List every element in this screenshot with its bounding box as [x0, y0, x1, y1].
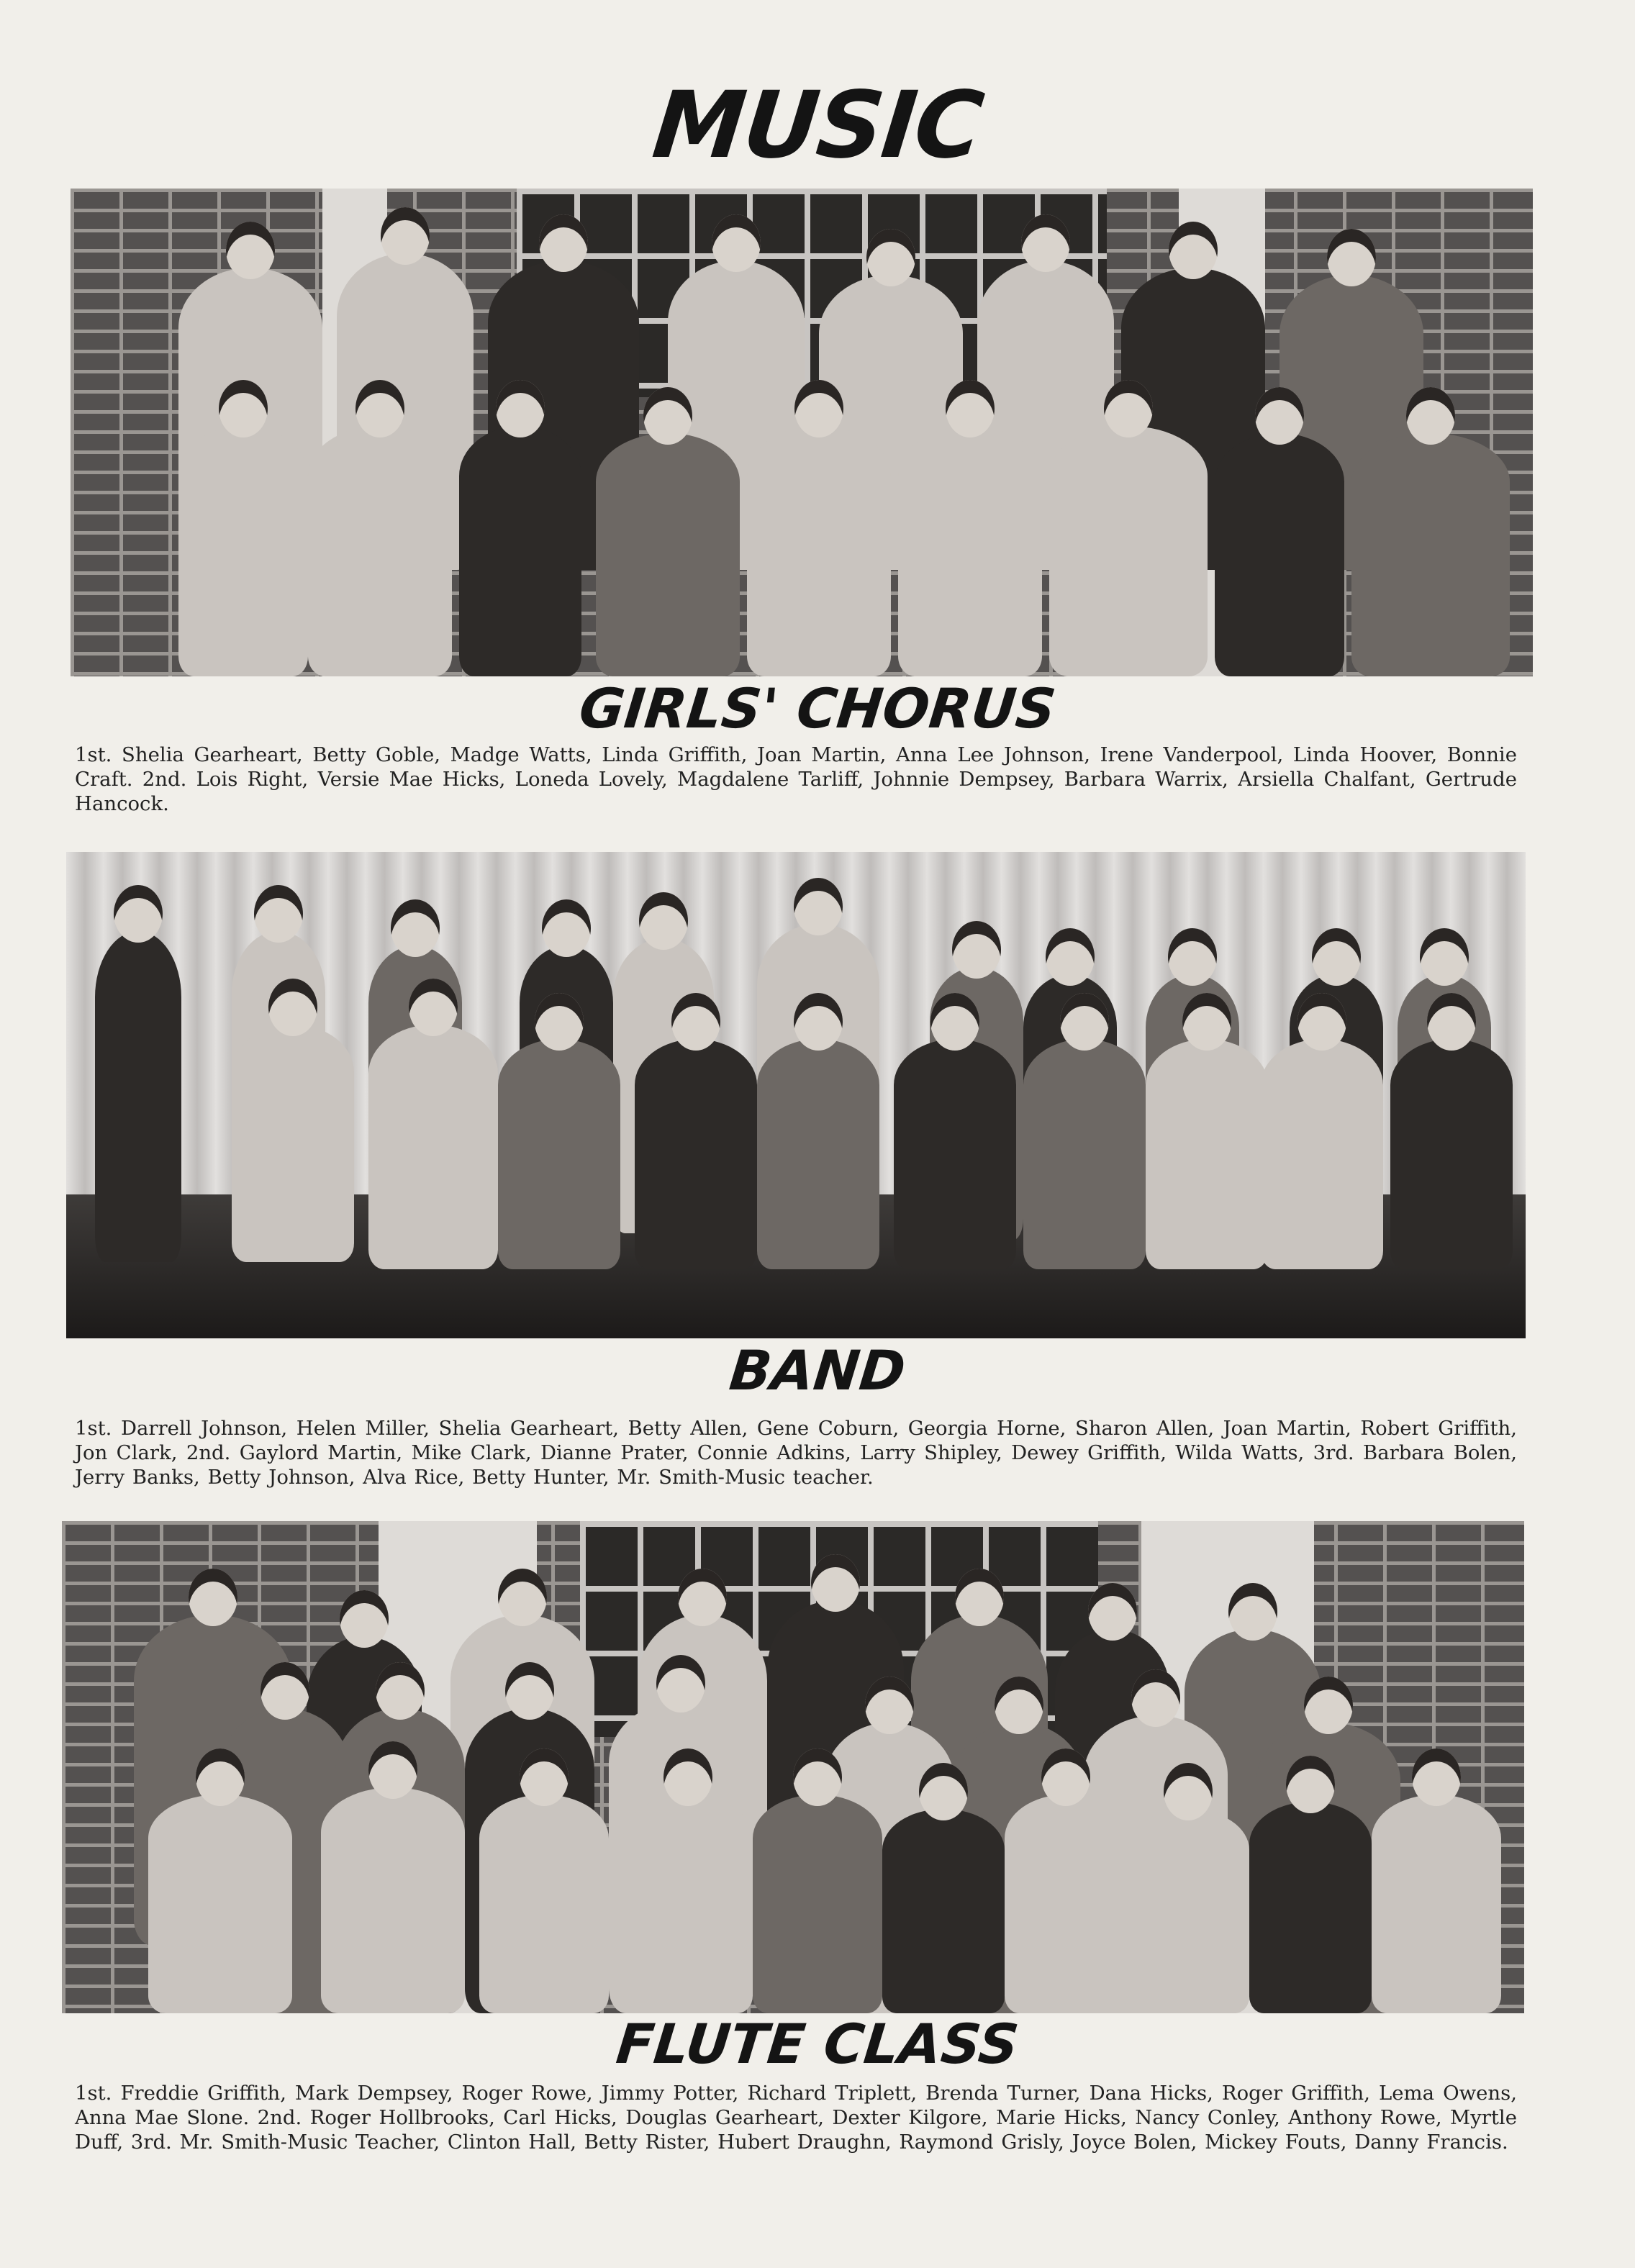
- section-heading: GIRLS' CHORUS: [576, 676, 1059, 740]
- section-caption: 1st. Freddie Griffith, Mark Dempsey, Roger Rowe, Jimmy Potter, Richard Triplett, Brenda Turner, Dana Hicks, Roger Griffith, Lema Owens, Anna Mae Slone. 2nd. Roger Hollbrooks, Carl Hicks, Douglas Gearheart, Dexter Kilgore, Marie Hicks, Nancy Conley, Anthony Rowe, Myrtle Duff, 3rd. Mr. Smith-Music Teacher, Clinton Hall, Betty Rister, Hubert Draughn, Raymond Grisly, Joyce Bolen, Mickey Fouts, Danny Francis.: [75, 2082, 1517, 2154]
- flute-class-photo: [62, 1521, 1524, 2013]
- girls-chorus-photo: [71, 189, 1533, 676]
- section-heading: FLUTE CLASS: [613, 2012, 1022, 2076]
- section-caption: 1st. Darrell Johnson, Helen Miller, Shelia Gearheart, Betty Allen, Gene Coburn, Georgia Horne, Sharon Allen, Joan Martin, Robert Griffith, Jon Clark, 2nd. Gaylord Martin, Mike Clark, Dianne Prater, Connie Adkins, Larry Shipley, Dewey Griffith, Wilda Watts, 3rd. Barbara Bolen, Jerry Banks, Betty Johnson, Alva Rice, Betty Hunter, Mr. Smith-Music teacher.: [75, 1417, 1517, 1489]
- section-heading: BAND: [726, 1338, 909, 1402]
- section-caption: 1st. Shelia Gearheart, Betty Goble, Madge Watts, Linda Griffith, Joan Martin, Anna Lee Johnson, Irene Vanderpool, Linda Hoover, Bonnie Craft. 2nd. Lois Right, Versie Mae Hicks, Loneda Lovely, Magdalene Tarliff, Johnnie Dempsey, Barbara Warrix, Arsiella Chalfant, Gertrude Hancock.: [75, 743, 1517, 815]
- page-title: MUSIC: [648, 72, 987, 179]
- band-photo: [66, 852, 1526, 1338]
